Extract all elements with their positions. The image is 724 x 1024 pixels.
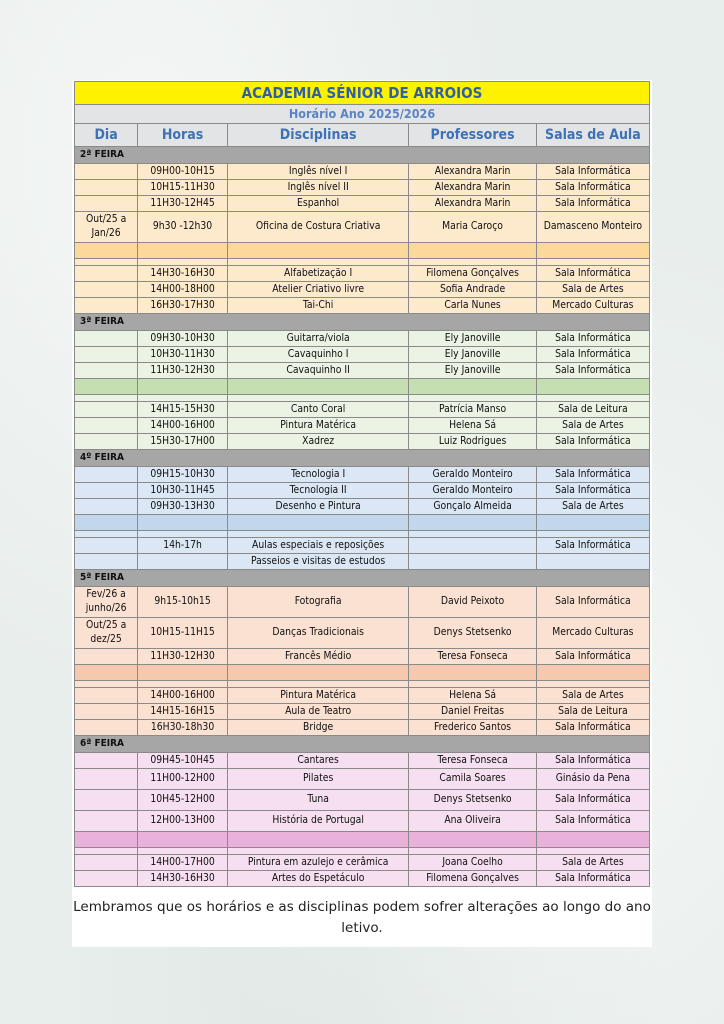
- dia-cell: [75, 379, 138, 395]
- professor-cell: Gonçalo Almeida: [409, 499, 536, 515]
- horas-cell: [138, 379, 228, 395]
- sala-cell: Sala Informática: [536, 180, 649, 196]
- dia-cell: [75, 515, 138, 531]
- dia-cell: [75, 331, 138, 347]
- table-row: [75, 790, 650, 811]
- dia-cell: [75, 164, 138, 180]
- header-professores: Professores: [409, 124, 536, 147]
- professor-cell: Daniel Freitas: [409, 704, 536, 720]
- horas-cell: 09H15-10H30: [138, 467, 228, 483]
- professor-cell: Ely Janoville: [409, 331, 536, 347]
- professor-cell: [409, 395, 536, 402]
- disciplina-cell: Cantares: [227, 753, 408, 769]
- sala-cell: Sala Informática: [536, 331, 649, 347]
- disciplina-cell: Inglês nível II: [227, 180, 408, 196]
- spacer-row: [75, 395, 650, 402]
- sala-cell: Sala de Artes: [536, 418, 649, 434]
- professor-cell: Teresa Fonseca: [409, 753, 536, 769]
- dia-cell: [75, 688, 138, 704]
- horas-cell: 10H15-11H15: [138, 618, 228, 649]
- dia-cell: [75, 180, 138, 196]
- horas-cell: [138, 531, 228, 538]
- disciplina-cell: Alfabetização I: [227, 266, 408, 282]
- table-row: [75, 363, 650, 379]
- disciplina-cell: Cavaquinho I: [227, 347, 408, 363]
- sala-cell: Sala de Leitura: [536, 402, 649, 418]
- disciplina-cell: Pintura Matérica: [227, 418, 408, 434]
- disciplina-cell: Bridge: [227, 720, 408, 736]
- horas-cell: [138, 259, 228, 266]
- professor-cell: Geraldo Monteiro: [409, 467, 536, 483]
- sala-cell: Sala Informática: [536, 811, 649, 832]
- horas-cell: 12H00-13H00: [138, 811, 228, 832]
- horas-cell: 14H15-16H15: [138, 704, 228, 720]
- dia-cell: [75, 720, 138, 736]
- table-row: [75, 769, 650, 790]
- professor-cell: Alexandra Marin: [409, 164, 536, 180]
- horas-cell: 14h-17h: [138, 538, 228, 554]
- table-row: [75, 855, 650, 871]
- table-row: [75, 649, 650, 665]
- header-horas: Horas: [138, 124, 228, 147]
- day-header-row: [75, 570, 650, 587]
- spacer-row: [75, 848, 650, 855]
- schedule-subtitle: Horário Ano 2025/2026: [75, 105, 650, 124]
- header-salas: Salas de Aula: [536, 124, 649, 147]
- horas-cell: 09H30-13H30: [138, 499, 228, 515]
- dia-cell: [75, 832, 138, 848]
- sala-cell: Sala Informática: [536, 790, 649, 811]
- day-label: 4º FEIRA: [75, 450, 650, 467]
- table-row: [75, 196, 650, 212]
- disciplina-cell: [227, 681, 408, 688]
- professor-cell: David Peixoto: [409, 587, 536, 618]
- table-row: [75, 434, 650, 450]
- horas-cell: [138, 665, 228, 681]
- dia-cell: [75, 395, 138, 402]
- disciplina-cell: Tecnologia I: [227, 467, 408, 483]
- horas-cell: 10H30-11H45: [138, 483, 228, 499]
- sala-cell: [536, 681, 649, 688]
- disciplina-cell: Canto Coral: [227, 402, 408, 418]
- dia-cell: [75, 259, 138, 266]
- sala-cell: Ginásio da Pena: [536, 769, 649, 790]
- professor-cell: Denys Stetsenko: [409, 618, 536, 649]
- dia-cell: [75, 811, 138, 832]
- horas-cell: 9h30 -12h30: [138, 212, 228, 243]
- professor-cell: Filomena Gonçalves: [409, 871, 536, 887]
- day-label: 6ª FEIRA: [75, 736, 650, 753]
- disciplina-cell: [227, 243, 408, 259]
- table-row: [75, 499, 650, 515]
- separator-row: [75, 832, 650, 848]
- dia-cell: [75, 298, 138, 314]
- sala-cell: [536, 515, 649, 531]
- dia-cell: Out/25 a dez/25: [75, 618, 138, 649]
- table-row: [75, 347, 650, 363]
- horas-cell: [138, 681, 228, 688]
- horas-cell: 14H00-16H00: [138, 418, 228, 434]
- schedule-table: [74, 81, 650, 887]
- table-row: [75, 483, 650, 499]
- horas-cell: [138, 554, 228, 570]
- sala-cell: [536, 832, 649, 848]
- sala-cell: Sala Informática: [536, 434, 649, 450]
- dia-cell: [75, 665, 138, 681]
- day-label: 5ª FEIRA: [75, 570, 650, 587]
- professor-cell: [409, 538, 536, 554]
- dia-cell: [75, 418, 138, 434]
- horas-cell: 09H00-10H15: [138, 164, 228, 180]
- disciplina-cell: Pintura em azulejo e cerâmica: [227, 855, 408, 871]
- spacer-row: [75, 531, 650, 538]
- disciplina-cell: Danças Tradicionais: [227, 618, 408, 649]
- disciplina-cell: Oficina de Costura Criativa: [227, 212, 408, 243]
- table-row: [75, 704, 650, 720]
- day-header-row: [75, 147, 650, 164]
- disciplina-cell: Guitarra/viola: [227, 331, 408, 347]
- horas-cell: 16H30-18h30: [138, 720, 228, 736]
- table-row: [75, 282, 650, 298]
- disciplina-cell: Francês Médio: [227, 649, 408, 665]
- table-row: [75, 331, 650, 347]
- horas-cell: 09H30-10H30: [138, 331, 228, 347]
- header-row: [75, 124, 650, 147]
- professor-cell: [409, 259, 536, 266]
- dia-cell: Out/25 a Jan/26: [75, 212, 138, 243]
- disciplina-cell: Tai-Chi: [227, 298, 408, 314]
- sala-cell: [536, 531, 649, 538]
- horas-cell: 14H00-17H00: [138, 855, 228, 871]
- table-row: [75, 164, 650, 180]
- professor-cell: [409, 243, 536, 259]
- dia-cell: [75, 196, 138, 212]
- schedule-title: ACADEMIA SÉNIOR DE ARROIOS: [75, 82, 650, 105]
- table-row: [75, 720, 650, 736]
- spacer-row: [75, 259, 650, 266]
- sala-cell: [536, 665, 649, 681]
- professor-cell: Sofia Andrade: [409, 282, 536, 298]
- table-row: [75, 538, 650, 554]
- dia-cell: [75, 434, 138, 450]
- dia-cell: [75, 871, 138, 887]
- horas-cell: 11H30-12H30: [138, 649, 228, 665]
- disciplina-cell: Cavaquinho II: [227, 363, 408, 379]
- sala-cell: Mercado Culturas: [536, 618, 649, 649]
- dia-cell: [75, 467, 138, 483]
- sala-cell: Mercado Culturas: [536, 298, 649, 314]
- table-row: [75, 266, 650, 282]
- spacer-row: [75, 681, 650, 688]
- sala-cell: Sala Informática: [536, 649, 649, 665]
- disciplina-cell: Atelier Criativo livre: [227, 282, 408, 298]
- horas-cell: 10H45-12H00: [138, 790, 228, 811]
- professor-cell: Ely Janoville: [409, 347, 536, 363]
- table-row: [75, 618, 650, 649]
- disciplina-cell: [227, 531, 408, 538]
- horas-cell: 14H30-16H30: [138, 266, 228, 282]
- sala-cell: Sala Informática: [536, 483, 649, 499]
- sala-cell: Sala de Artes: [536, 282, 649, 298]
- professor-cell: Alexandra Marin: [409, 196, 536, 212]
- sala-cell: Sala Informática: [536, 196, 649, 212]
- dia-cell: [75, 769, 138, 790]
- professor-cell: Frederico Santos: [409, 720, 536, 736]
- dia-cell: [75, 704, 138, 720]
- dia-cell: [75, 855, 138, 871]
- separator-row: [75, 665, 650, 681]
- sala-cell: [536, 848, 649, 855]
- separator-row: [75, 243, 650, 259]
- disciplina-cell: [227, 379, 408, 395]
- professor-cell: Ana Oliveira: [409, 811, 536, 832]
- table-row: [75, 212, 650, 243]
- horas-cell: [138, 832, 228, 848]
- professor-cell: Filomena Gonçalves: [409, 266, 536, 282]
- table-row: [75, 402, 650, 418]
- dia-cell: [75, 848, 138, 855]
- sala-cell: [536, 554, 649, 570]
- horas-cell: [138, 395, 228, 402]
- sala-cell: [536, 379, 649, 395]
- day-label: 2ª FEIRA: [75, 147, 650, 164]
- header-dia: Dia: [75, 124, 138, 147]
- horas-cell: 09H45-10H45: [138, 753, 228, 769]
- horas-cell: 14H00-18H00: [138, 282, 228, 298]
- professor-cell: Camila Soares: [409, 769, 536, 790]
- sala-cell: Sala Informática: [536, 720, 649, 736]
- horas-cell: 14H30-16H30: [138, 871, 228, 887]
- table-row: [75, 554, 650, 570]
- disciplina-cell: [227, 665, 408, 681]
- professor-cell: Helena Sá: [409, 688, 536, 704]
- sala-cell: Sala Informática: [536, 363, 649, 379]
- table-row: [75, 467, 650, 483]
- professor-cell: Patrícia Manso: [409, 402, 536, 418]
- disciplina-cell: Aulas especiais e reposições: [227, 538, 408, 554]
- professor-cell: Denys Stetsenko: [409, 790, 536, 811]
- disciplina-cell: Tecnologia II: [227, 483, 408, 499]
- header-disciplinas: Disciplinas: [227, 124, 408, 147]
- sala-cell: Sala Informática: [536, 753, 649, 769]
- disciplina-cell: Artes do Espetáculo: [227, 871, 408, 887]
- professor-cell: [409, 665, 536, 681]
- sala-cell: Sala de Artes: [536, 499, 649, 515]
- professor-cell: Alexandra Marin: [409, 180, 536, 196]
- horas-cell: 10H15-11H30: [138, 180, 228, 196]
- table-row: [75, 587, 650, 618]
- sala-cell: Damasceno Monteiro: [536, 212, 649, 243]
- table-row: [75, 753, 650, 769]
- sala-cell: Sala Informática: [536, 467, 649, 483]
- dia-cell: [75, 649, 138, 665]
- day-label: 3ª FEIRA: [75, 314, 650, 331]
- table-row: [75, 180, 650, 196]
- dia-cell: [75, 538, 138, 554]
- horas-cell: 14H15-15H30: [138, 402, 228, 418]
- footer-note: Lembramos que os horários e as disciplinas podem sofrer alterações ao longo do ano letivo.: [72, 895, 652, 947]
- dia-cell: [75, 363, 138, 379]
- disciplina-cell: Fotografia: [227, 587, 408, 618]
- horas-cell: 15H30-17H00: [138, 434, 228, 450]
- disciplina-cell: Espanhol: [227, 196, 408, 212]
- sala-cell: [536, 243, 649, 259]
- dia-cell: [75, 402, 138, 418]
- horas-cell: [138, 848, 228, 855]
- horas-cell: 9h15-10h15: [138, 587, 228, 618]
- disciplina-cell: Desenho e Pintura: [227, 499, 408, 515]
- professor-cell: [409, 379, 536, 395]
- sala-cell: Sala Informática: [536, 871, 649, 887]
- professor-cell: Luiz Rodrigues: [409, 434, 536, 450]
- day-header-row: [75, 736, 650, 753]
- horas-cell: 14H00-16H00: [138, 688, 228, 704]
- horas-cell: 11H30-12H45: [138, 196, 228, 212]
- professor-cell: Maria Caroço: [409, 212, 536, 243]
- disciplina-cell: Passeios e visitas de estudos: [227, 554, 408, 570]
- sala-cell: Sala Informática: [536, 347, 649, 363]
- professor-cell: Teresa Fonseca: [409, 649, 536, 665]
- professor-cell: Joana Coelho: [409, 855, 536, 871]
- professor-cell: [409, 832, 536, 848]
- disciplina-cell: Pintura Matérica: [227, 688, 408, 704]
- dia-cell: [75, 681, 138, 688]
- dia-cell: [75, 347, 138, 363]
- sala-cell: Sala de Artes: [536, 688, 649, 704]
- professor-cell: [409, 515, 536, 531]
- professor-cell: [409, 848, 536, 855]
- disciplina-cell: [227, 259, 408, 266]
- separator-row: [75, 515, 650, 531]
- horas-cell: [138, 515, 228, 531]
- dia-cell: [75, 282, 138, 298]
- dia-cell: [75, 790, 138, 811]
- horas-cell: 16H30-17H30: [138, 298, 228, 314]
- sala-cell: Sala de Leitura: [536, 704, 649, 720]
- day-header-row: [75, 314, 650, 331]
- sala-cell: Sala Informática: [536, 266, 649, 282]
- dia-cell: [75, 753, 138, 769]
- disciplina-cell: Xadrez: [227, 434, 408, 450]
- disciplina-cell: [227, 515, 408, 531]
- professor-cell: Ely Janoville: [409, 363, 536, 379]
- table-row: [75, 298, 650, 314]
- sala-cell: [536, 259, 649, 266]
- disciplina-cell: Aula de Teatro: [227, 704, 408, 720]
- dia-cell: [75, 266, 138, 282]
- horas-cell: 11H30-12H30: [138, 363, 228, 379]
- sala-cell: Sala Informática: [536, 538, 649, 554]
- disciplina-cell: [227, 395, 408, 402]
- horas-cell: 11H00-12H00: [138, 769, 228, 790]
- dia-cell: Fev/26 a junho/26: [75, 587, 138, 618]
- dia-cell: [75, 483, 138, 499]
- disciplina-cell: [227, 848, 408, 855]
- horas-cell: 10H30-11H30: [138, 347, 228, 363]
- professor-cell: [409, 531, 536, 538]
- sala-cell: Sala Informática: [536, 164, 649, 180]
- professor-cell: [409, 681, 536, 688]
- table-row: [75, 688, 650, 704]
- professor-cell: Geraldo Monteiro: [409, 483, 536, 499]
- dia-cell: [75, 554, 138, 570]
- disciplina-cell: Pilates: [227, 769, 408, 790]
- disciplina-cell: História de Portugal: [227, 811, 408, 832]
- disciplina-cell: Tuna: [227, 790, 408, 811]
- dia-cell: [75, 243, 138, 259]
- dia-cell: [75, 531, 138, 538]
- horas-cell: [138, 243, 228, 259]
- professor-cell: Carla Nunes: [409, 298, 536, 314]
- sala-cell: [536, 395, 649, 402]
- table-row: [75, 871, 650, 887]
- day-header-row: [75, 450, 650, 467]
- professor-cell: Helena Sá: [409, 418, 536, 434]
- sala-cell: Sala de Artes: [536, 855, 649, 871]
- sala-cell: Sala Informática: [536, 587, 649, 618]
- table-row: [75, 811, 650, 832]
- separator-row: [75, 379, 650, 395]
- professor-cell: [409, 554, 536, 570]
- table-row: [75, 418, 650, 434]
- dia-cell: [75, 499, 138, 515]
- disciplina-cell: Inglês nível I: [227, 164, 408, 180]
- disciplina-cell: [227, 832, 408, 848]
